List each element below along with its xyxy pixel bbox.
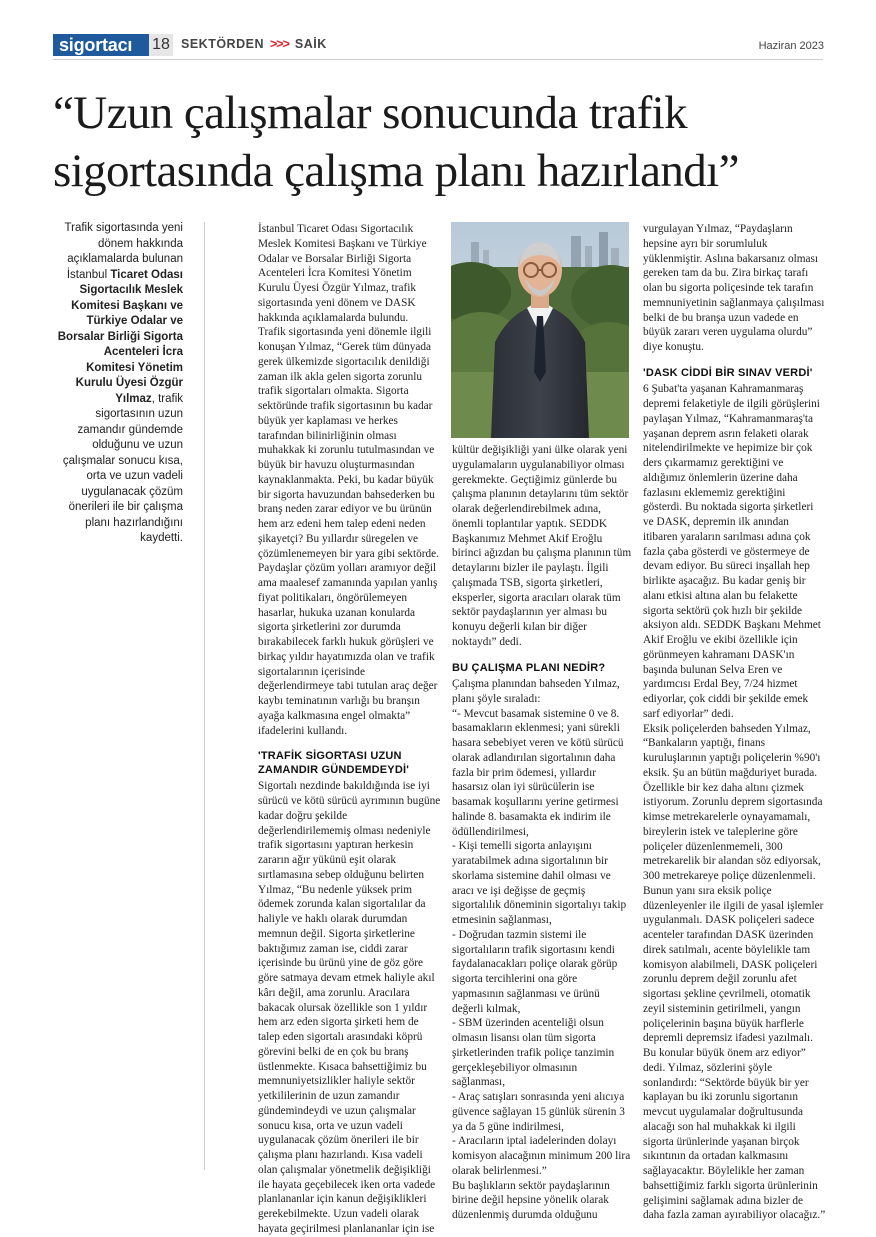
subsection-label: SAİK bbox=[294, 37, 327, 51]
list-item: “- Mevcut basamak sistemine 0 ve 8. basamakların eklenmesi; yani sürekli hasara sebebiyet veren ve kötü sürücü olarak adlandırılan sigortalının daha fazla bir prim ödemesi, yıllardır hasarsız olan iyi sürücülerin ise basamak koşullarını yerine getirmesi halinde 8. basamakta ek indirim ile ödüllendirilmesi, bbox=[452, 707, 624, 838]
paragraph: Sigortalı nezdinde bakıldığında ise iyi sürücü ve kötü sürücü ayrımının bugüne kadar doğru şekilde değerlendirilememiş olması nedeniyle trafik sigortasını yaptıran herkesin zararın ağır yükünü eşit olarak sırtlamasına sebep olduğunu belirten Yılmaz, “Bu nedenle yüksek prim ödemek zorunda kalan sigortalılar da haliyle ve haklı olarak durumdan memnun değil. Sigorta şirketlerine baktığımız zaman ise, ciddi zarar içerisinde bu ürünü yine de göz göre göre satmaya devam etmek haliyle akıl kârı değil, ama zorunlu. Aracılara bakacak olursak özellikle son 1 yıldır hem arz eden sigorta şirketi hem de talep eden sigortalı arasındaki köprü görevini belki de en çok bu branş üstlenmekte. Kısaca bahsettiğimiz bu memnuniyetsizlikler haliyle sektör yetkililerinin de uzun zamandır gündemindeydi ve uzun çalışmalar sonucu kısa, orta ve uzun vadeli uygulanacak çözüm önerileri ile bir çalışma planı hazırlandı. Kısa vadeli olan çalışmalar yönetmelik değişikliği ile hayata geçebilecek iken orta vadede planlananlar için kanun değişiklikleri gerekebilmekte. Uzun vadeli olarak hayata geçirilmesi planlananlar için ise bbox=[258, 780, 441, 1235]
issue-date: Haziran 2023 bbox=[758, 40, 824, 52]
subheading: 'TRAFİK SİGORTASI UZUN ZAMANDIR GÜNDEMDEYDİ' bbox=[258, 750, 410, 776]
subheading: 'DASK CİDDİ BİR SINAV VERDİ' bbox=[643, 366, 813, 379]
article-column-3 bbox=[452, 443, 632, 1223]
paragraph: Bu başlıkların sektör paydaşlarının birine değil hepsine yönelik olarak düzenlenmiş durumda olduğunu bbox=[452, 1179, 610, 1221]
paragraph: Trafik sigortasında yeni dönemle ilgili konuşan Yılmaz, “Gerek tüm dünyada gerek ülkemizde sigortacılık denildiği zaman ilk akla gelen sigorta zorunlu trafik sigortaları olmakta. Sigorta sektöründe trafik sigortasının bu kadar büyük yer kaplaması ve herkes tarafından bilinirliğinin olması muhakkak ki zorunlu tutulmasından ve büyük bir havuzu oluşturmasından kaynaklanmakta. Peki, bu kadar büyük bir sigorta havuzundan bahsederken bu branş neden zarar ediyor ve bu ürünün hem arz edeni hem talep edeni neden şikayetçi? Bu yıllardır süregelen ve çözümlenemeyen bir yara gibi sektörde. Paydaşlar çözüm yolları aramıyor değil ama maalesef zamanında yapılan yanlış fiyat politikaları, öngörülemeyen hasarlar, hukuka uzanan konularda sigorta şirketlerini zor durumda bırakabilecek farklı hukuk görüşleri ve birkaç yıldır hayatımızda olan ve trafik sigortalarının içerisinde değerlendirmeye tabi tutulan araç değer kaybı teminatının varlığı bu branşın ayağa kalkmasına engel olmakta” ifadelerini kullandı. bbox=[258, 326, 439, 737]
chevron-right-icon: >>> bbox=[269, 37, 289, 51]
paragraph: İstanbul Ticaret Odası Sigortacılık Meslek Komitesi Başkanı ve Türkiye Odalar ve Borsalar Birliği Sigorta Acenteleri İcra Komitesi Yönetim Kurulu Üyesi Özgür Yılmaz, trafik sigortasında yeni dönem ve DASK hakkında açıklamalarda bulundu. bbox=[258, 223, 427, 324]
intro-text-bold: Ticaret Odası Sigortacılık Meslek Komitesi Başkanı ve Türkiye Odalar ve Borsalar Birliği Sigorta Acenteleri İcra Komitesi Yönetim Kurulu Üyesi Özgür Yılmaz bbox=[57, 268, 183, 405]
article-headline: “Uzun çalışmalar sonucunda trafik sigortasında çalışma planı hazırlandı” bbox=[53, 87, 739, 197]
photo-illustration bbox=[451, 222, 629, 438]
paragraph: Çalışma planından bahseden Yılmaz, planı şöyle sıraladı: bbox=[452, 678, 620, 705]
intro-text-end: , trafik sigortasının uzun zamandır gündemde olduğunu ve uzun çalışmalar sonucu kısa, orta ve uzun vadeli uygulanacak çözüm önerileri ile bir çalışma planı hazırlandığını kaydetti. bbox=[62, 392, 183, 544]
portrait-photo bbox=[451, 222, 629, 438]
article-column-4 bbox=[643, 222, 826, 1223]
paragraph: 6 Şubat'ta yaşanan Kahramanmaraş depremi felaketiyle de ilgili görüşlerini paylaşan Yılmaz, “Kahramanmaraş'ta yaşanan deprem asrın felaketi olarak nitelendirilmekte ve hepimize bir çok ders çıkarmamız gerektiğini ve aldığımız önlemlerin üzerine daha fazlasını eklememiz gerektiğini gösterdi. Bu noktada sigorta şirketleri ve DASK, depremin ilk anından itibaren yaraların sarılması adına çok fazla çaba gösterdi ve göstermeye de devam ediyor. Bu süreci inşallah hep birlikte aşacağız. Bu kadar geniş bir alanı etkisi altına alan bu felakette sigorta sektörü çok hızlı bir şekilde aksiyon aldı. SEDDK Başkanı Mehmet Akif Eroğlu ve ekibi özellikle için görünmeyen kahramanı DASK'ın başında bulunan Selva Eren ve yardımcısı Erdal Bey, 7/24 hizmet ediyorlar, çok ciddi bir şekilde emek sarf ediyorlar” dedi. bbox=[643, 383, 821, 720]
list-item: - SBM üzerinden acenteliği olsun olmasın lisansı olan tüm sigorta şirketlerinden trafik poliçe tanzimin gerçekleşebiliyor olmasının sağlanması, bbox=[452, 1017, 615, 1089]
header-divider bbox=[53, 59, 823, 60]
article-column-2 bbox=[258, 222, 442, 1237]
paragraph: Eksik poliçelerden bahseden Yılmaz, “Bankaların yaptığı, finans kuruluşlarının yaptığı poliçelerin %90'ı eksik. Şu an bütün mağduriyet burada. Özellikle bir kez daha altını çizmek istiyorum. Zorunlu deprem sigortasında kimse metrekarelerle oynayamamalı, bireylerin istek ve taleplerine göre poliçeler düzenlenmemeli, 300 metrekarelik bir alandan söz ediyorsak, 300 metrekareye poliçe düzenlenmeli. Bunun yanı sıra eksik poliçe düzenleyenler ile ilgili de yasal işlemler uygulanmalı. DASK poliçeleri sadece acenteler tarafından DASK üzerinden direk satılmalı, acente böylelikle tam komisyon alabilmeli, DASK poliçeleri zorunlu deprem değil zorunlu afet sigortası şekline çevrilmeli, otomatik zeyil sisteminin getirilmeli, yangın poliçelerinin başına büyük harflerle depremli depremsiz ifadesi yazılmalı. Bu konular büyük önem arz ediyor” dedi. Yılmaz, sözlerini şöyle sonlandırdı: “Sektörde büyük bir yer kaplayan bu iki zorunlu sigortanın mevcut uygulamalar doğrultusunda alacağı son hal muhakkak ki ilgili sigorta ürünlerinde yaşanan birçok sıkıntının da ortadan kalkmasını sağlayacaktır. Böylelikle her zaman bahsettiğimiz farklı sigorta ürünlerinin gelişimini sağlamak adına bizler de daha fazla zaman ayırabiliyor olacağız.” bbox=[643, 722, 826, 1222]
intro-text-start: Trafik sigortasında yeni dönem hakkında açıklamalarda bulunan İstanbul bbox=[64, 222, 183, 281]
section-label: SEKTÖRDEN bbox=[181, 37, 264, 51]
article-intro bbox=[53, 221, 183, 547]
section-breadcrumb bbox=[181, 37, 327, 51]
paragraph: kültür değişikliği yani ülke olarak yeni uygulamaların uygulanabiliyor olması gerekmekte. Geçtiğimiz günlerde bu çalışma planının detaylarını tüm sektör olarak değerlendirebilmek adına, önemli toplantılar yaptık. SEDDK Başkanımız Mehmet Akif Eroğlu birinci ağızdan bu çalışma planının tüm detaylarını bizler ile paylaştı. İlgili çalışmada TSB, sigorta şirketleri, eksperler, sigorta aracıları olarak tüm sektör paydaşlarının yer alması bu konuyu değerli kılan bir diğer noktaydı” dedi. bbox=[452, 444, 632, 648]
list-item: - Araç satışları sonrasında yeni alıcıya güvence sağlayan 15 günlük sürenin 3 ya da 5 güne indirilmesi, bbox=[452, 1091, 625, 1133]
list-item: - Doğrudan tazmin sistemi ile sigortalıların trafik sigortasını kendi faydalanacakları poliçe olarak görüp sigorta tercihlerini ona göre yapmasının sağlanması ve ürünü değerli kılmak, bbox=[452, 928, 618, 1015]
magazine-logo: sigortacı bbox=[53, 34, 149, 56]
page-number: 18 bbox=[149, 34, 173, 56]
page-header bbox=[0, 0, 876, 62]
subheading: BU ÇALIŞMA PLANI NEDİR? bbox=[452, 661, 606, 674]
paragraph: vurgulayan Yılmaz, “Paydaşların hepsine ayrı bir sorumluluk yüklenmiştir. Aslına bakarsanız olması gereken tam da bu. Zira birkaç tarafı olan bu sigorta poliçesinde tek tarafın memnuniyetinin sağlanmaya çalışılması belki de bu branşa uzun vadede en büyük zararı veren uygulama olurdu” diye konuştu. bbox=[643, 223, 825, 353]
list-item: - Kişi temelli sigorta anlayışını yaratabilmek adına sigortalının bir skorlama sistemine dahil olması ve aracı ve işi değişse de geçmiş sigortalılık döneminin sigortalıyı takip etmesinin sağlanması, bbox=[452, 840, 627, 926]
column-divider bbox=[204, 222, 205, 1170]
list-item: - Aracıların iptal iadelerinden dolayı komisyon alacağının minimum 200 lira olarak belirlenmesi.” bbox=[452, 1135, 631, 1177]
